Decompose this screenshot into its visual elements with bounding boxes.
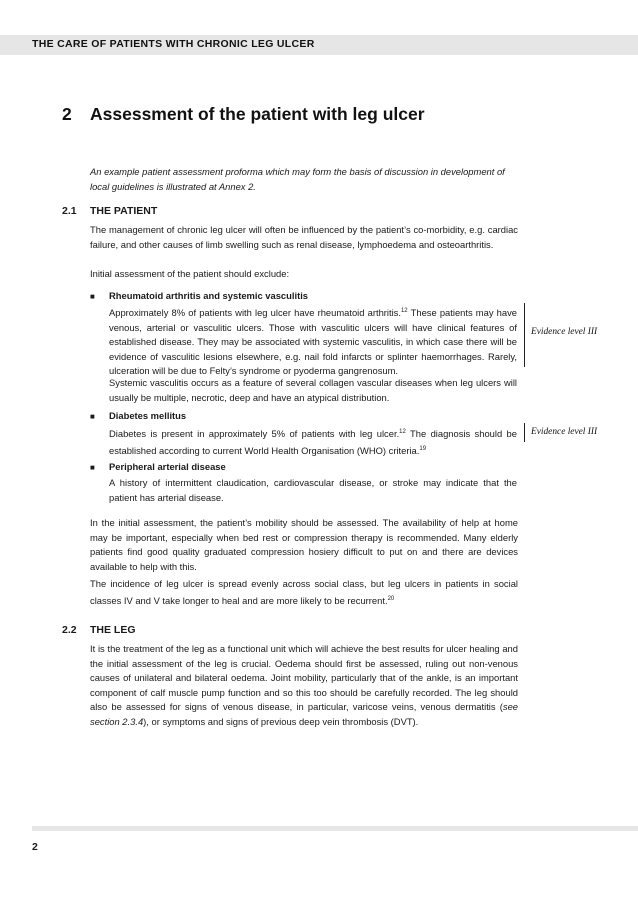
patient-paragraph-2: Initial assessment of the patient should exclude: xyxy=(90,268,290,279)
text-run: These patients may have venous, arterial or vasculitic ulcers. Those with vasculitic ulcers will have clinical features of established disease. They may be associated with systemic vasculitis, in which case there will be evidence of vasculitic lesions elsewhere, e.g. nail fold infarcts or splinter haemorrhages. Rarely, ulceration will be due to Felty’s syndrome or pyoderma gangrenosum. xyxy=(109,307,517,377)
leg-paragraph xyxy=(90,642,518,729)
text-run: Diabetes is present in approximately 5% of patients with leg ulcer. xyxy=(109,428,400,440)
evidence-margin-rule xyxy=(524,423,525,442)
chapter-title: Assessment of the patient with leg ulcer xyxy=(90,104,425,124)
reference-superscript: 20 xyxy=(387,595,395,602)
bullet-title: Diabetes mellitus xyxy=(109,410,187,421)
bullet-square-icon: ■ xyxy=(90,463,95,472)
bullet-square-icon: ■ xyxy=(90,292,95,301)
section-number: 2.2 xyxy=(62,624,77,636)
evidence-margin-rule xyxy=(524,303,525,367)
text-run: It is the treatment of the leg as a functional unit which will achieve the best results for ulcer healing and the initial assessment of the leg is crucial. Oedema should first be assessed, ruling out non-venous causes of unilateral and bilateral oedema. Joint mobility, particularly that of the ankle, is an important component of calf muscle pump function and so this too should be carefully recorded. The leg should also be assessed for signs of venous disease, in particular, varicose veins, venous dermatitis ( xyxy=(90,643,518,712)
mobility-paragraph: In the initial assessment, the patient’s mobility should be assessed. The availability of help at home may be important, especially when bed rest or compression therapy is recommended. Many elderly patients find good quality graduated compression hosiery difficult to put on and there are devices available to help with this. xyxy=(90,517,518,572)
bullet-title: Rheumatoid arthritis and systemic vasculitis xyxy=(109,290,309,301)
bullet-rheumatoid xyxy=(90,289,518,305)
bullet-title: Peripheral arterial disease xyxy=(109,461,226,472)
chapter-number: 2 xyxy=(62,104,72,124)
section-heading-2-1 xyxy=(62,205,157,217)
patient-paragraph-1: The management of chronic leg ulcer will often be influenced by the patient’s co-morbidity, e.g. cardiac failure, and other causes of limb swelling such as renal disease, lymphoedema and osteoarthritis. xyxy=(90,224,518,250)
bullet-square-icon: ■ xyxy=(90,412,95,421)
reference-superscript: 12 xyxy=(400,308,408,314)
page-number: 2 xyxy=(32,841,38,853)
evidence-level-label: Evidence level III xyxy=(531,427,598,437)
evidence-level-label: Evidence level III xyxy=(531,327,598,337)
chapter-heading xyxy=(62,104,425,125)
text-run: ), or symptoms and signs of previous deep vein thrombosis (DVT). xyxy=(143,715,419,727)
intro-paragraph: An example patient assessment proforma which may form the basis of discussion in development of local guidelines is illustrated at Annex 2. xyxy=(90,166,505,192)
footer-rule xyxy=(32,826,638,831)
rheumatoid-paragraph-1 xyxy=(109,304,517,379)
section-title: THE LEG xyxy=(90,624,136,636)
running-header-title: THE CARE OF PATIENTS WITH CHRONIC LEG ULCER xyxy=(32,38,315,50)
bullet-arterial xyxy=(90,460,518,476)
text-run: Approximately 8% of patients with leg ulcer have rheumatoid arthritis. xyxy=(109,307,401,319)
diabetes-paragraph xyxy=(109,425,517,458)
reference-superscript: 12 xyxy=(399,429,406,435)
text-run: The diagnosis should be established according to current World Health Organisation (WHO) criteria. xyxy=(109,428,517,456)
arterial-paragraph: A history of intermittent claudication, cardiovascular disease, or stroke may indicate that the patient has arterial disease. xyxy=(109,477,517,503)
running-header-bar xyxy=(0,35,638,55)
rheumatoid-paragraph-2: Systemic vasculitis occurs as a feature of several collagen vascular diseases when leg ulcers will usually be multiple, necrotic, deep and have an atypical distribution. xyxy=(109,377,517,403)
section-heading-2-2 xyxy=(62,624,136,636)
social-class-paragraph xyxy=(90,577,518,608)
reference-superscript: 19 xyxy=(419,445,427,452)
text-run: The incidence of leg ulcer is spread evenly across social class, but leg ulcers in patients in social classes IV and V take longer to heal and are more likely to be recurrent. xyxy=(90,578,518,606)
cross-reference: see section 2.3.4 xyxy=(90,701,518,727)
bullet-diabetes xyxy=(90,409,518,425)
section-title: THE PATIENT xyxy=(90,205,158,217)
section-number: 2.1 xyxy=(62,205,77,217)
